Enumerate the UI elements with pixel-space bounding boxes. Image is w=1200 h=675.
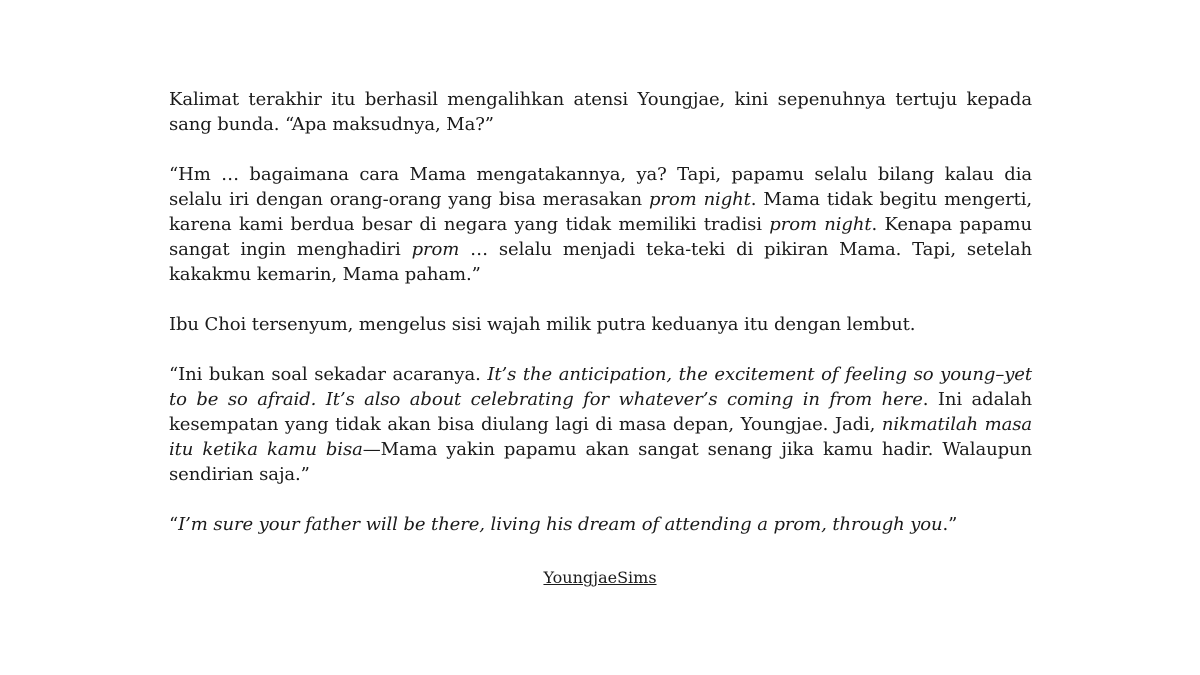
italic-run: I’m sure your father will be there, living his dream of attending a prom, through you [178, 514, 943, 535]
italic-run: It’s the anticipation, the excitement of feeling so young–yet to be so afraid. It’s also about celebrating for whatever’s coming in from here [169, 364, 1032, 410]
text-run: . Kenapa papamu sangat ingin menghadiri [169, 214, 1033, 260]
paragraph-2 [169, 162, 1032, 287]
paragraph-1 [169, 87, 1032, 137]
text-run: .” [942, 514, 958, 535]
italic-run: nikmatilah masa itu ketika kamu bisa [169, 414, 1032, 460]
text-run: —Mama yakin papamu akan sangat senang jika kamu hadir. Walaupun sendirian saja.” [169, 439, 1032, 485]
text-run: … selalu menjadi teka-teki di pikiran Mama. Tapi, setelah kakakmu kemarin, Mama paham.” [169, 239, 1032, 285]
italic-run: prom night [648, 189, 751, 210]
italic-run: prom [411, 239, 460, 260]
text-run: “ [169, 514, 179, 535]
italic-run: prom night [769, 214, 872, 235]
paragraph-3 [169, 312, 1032, 337]
text-run: “Ini bukan soal sekadar acaranya. [169, 364, 488, 385]
author-signature [0, 567, 1200, 589]
text-run: . Ini adalah kesempatan yang tidak akan bisa diulang lagi di masa depan, Youngjae. Jadi, [169, 389, 1032, 435]
text-run: Ibu Choi tersenyum, mengelus sisi wajah milik putra keduanya itu dengan lembut. [169, 314, 916, 335]
paragraph-4 [169, 362, 1032, 487]
story-text [169, 87, 1032, 562]
paragraph-5 [169, 512, 1032, 537]
text-run: Kalimat terakhir itu berhasil mengalihkan atensi Youngjae, kini sepenuhnya tertuju kepada sang bunda. “Apa maksudnya, Ma?” [169, 89, 1032, 135]
author-link[interactable]: YoungjaeSims [543, 568, 657, 587]
text-run: “Hm … bagaimana cara Mama mengatakannya, ya? Tapi, papamu selalu bilang kalau dia selalu iri dengan orang-orang yang bisa merasakan [169, 164, 1032, 210]
text-run: . Mama tidak begitu mengerti, karena kami berdua besar di negara yang tidak memiliki tradisi [169, 189, 1032, 235]
